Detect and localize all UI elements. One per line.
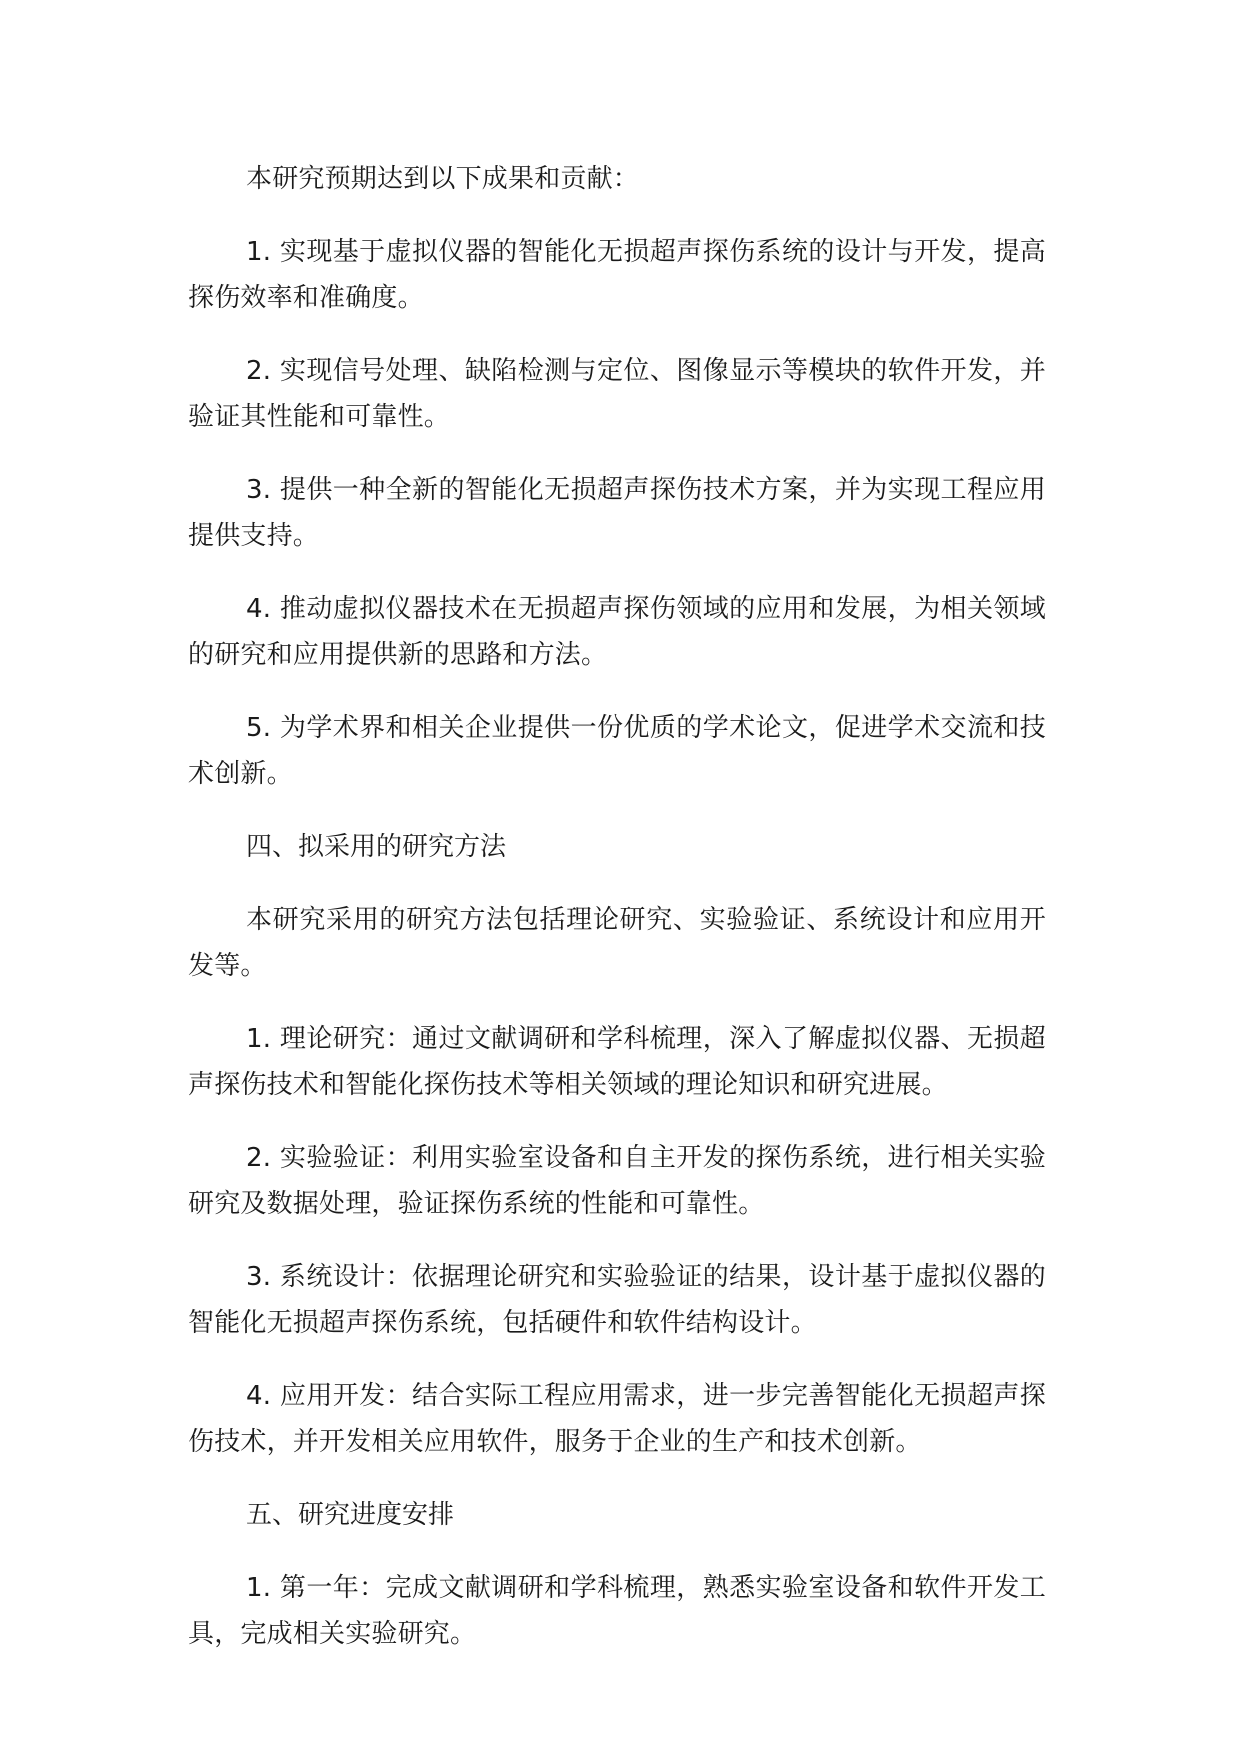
outcome-item-5: 5. 为学术界和相关企业提供一份优质的学术论文，促进学术交流和技术创新。 <box>188 713 1046 789</box>
method-item-2: 2. 实验验证：利用实验室设备和自主开发的探伤系统，进行相关实验研究及数据处理，验证探伤系统的性能和可靠性。 <box>188 1143 1046 1219</box>
methods-intro-paragraph: 本研究采用的研究方法包括理论研究、实验验证、系统设计和应用开发等。 <box>188 905 1046 981</box>
outcome-item-4: 4. 推动虚拟仪器技术在无损超声探伤领域的应用和发展，为相关领域的研究和应用提供新的思路和方法。 <box>188 594 1046 670</box>
method-item-1: 1. 理论研究：通过文献调研和学科梳理，深入了解虚拟仪器、无损超声探伤技术和智能化探伤技术等相关领域的理论知识和研究进展。 <box>188 1024 1046 1100</box>
document-page <box>188 156 1046 1684</box>
method-item-4: 4. 应用开发：结合实际工程应用需求，进一步完善智能化无损超声探伤技术，并开发相关应用软件，服务于企业的生产和技术创新。 <box>188 1381 1046 1457</box>
outcome-item-2: 2. 实现信号处理、缺陷检测与定位、图像显示等模块的软件开发，并验证其性能和可靠性。 <box>188 356 1046 432</box>
section-heading-methods: 四、拟采用的研究方法 <box>246 832 507 862</box>
method-item-3: 3. 系统设计：依据理论研究和实验验证的结果，设计基于虚拟仪器的智能化无损超声探伤系统，包括硬件和软件结构设计。 <box>188 1262 1046 1338</box>
schedule-item-1: 1. 第一年：完成文献调研和学科梳理，熟悉实验室设备和软件开发工具，完成相关实验研究。 <box>188 1573 1046 1649</box>
outcome-item-1: 1. 实现基于虚拟仪器的智能化无损超声探伤系统的设计与开发，提高探伤效率和准确度。 <box>188 237 1046 313</box>
intro-paragraph: 本研究预期达到以下成果和贡献： <box>246 164 640 194</box>
outcome-item-3: 3. 提供一种全新的智能化无损超声探伤技术方案，并为实现工程应用提供支持。 <box>188 475 1046 551</box>
section-heading-schedule: 五、研究进度安排 <box>246 1500 455 1530</box>
